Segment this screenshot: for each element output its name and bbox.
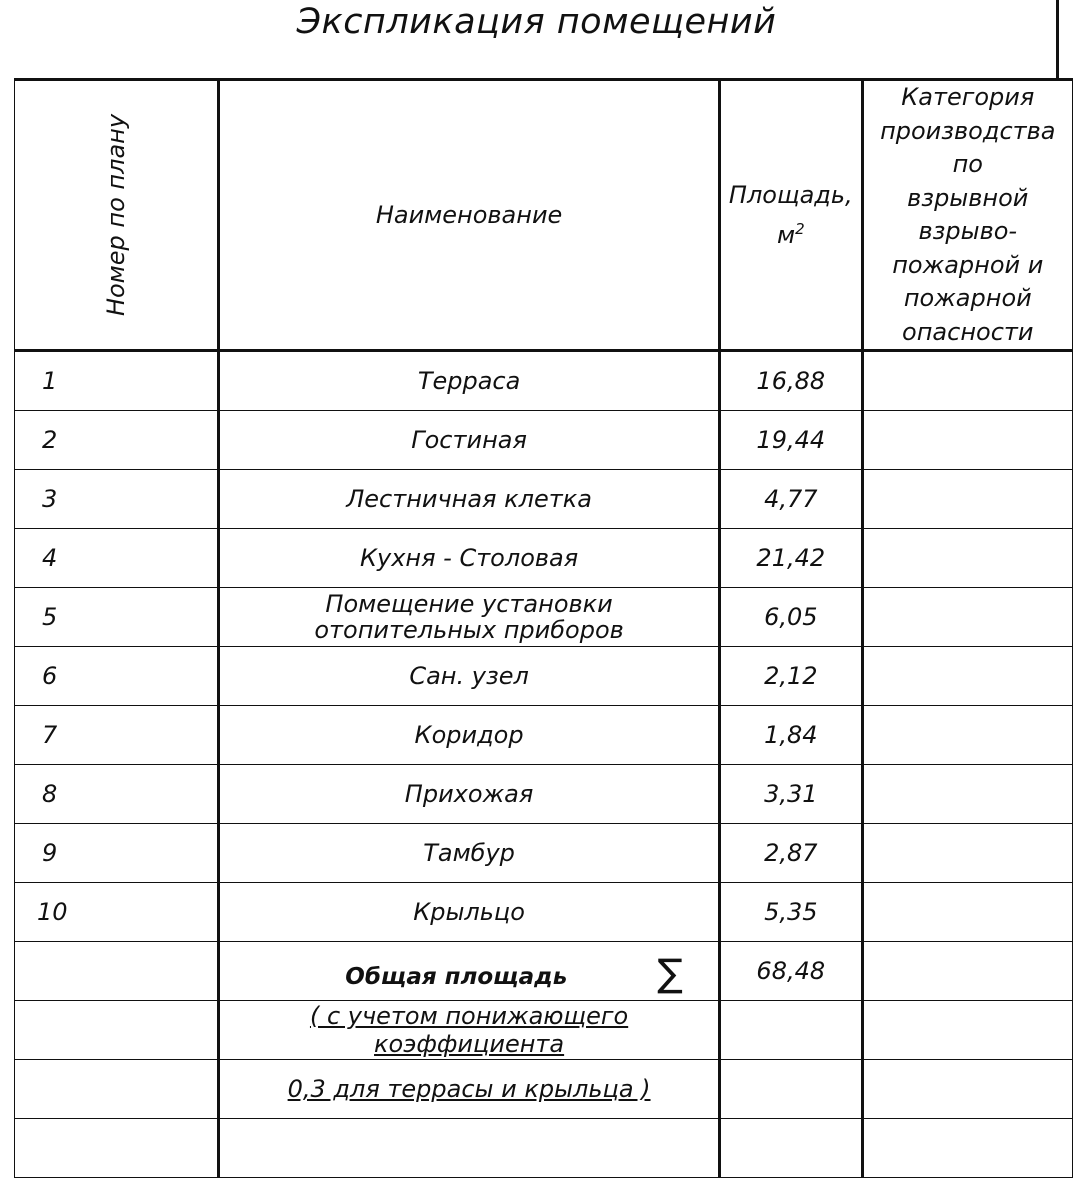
header-category-line: взрывной xyxy=(907,183,1029,212)
table-row xyxy=(15,411,1073,470)
row-category xyxy=(862,706,1072,765)
note-area xyxy=(720,1001,863,1060)
header-number xyxy=(15,80,219,351)
row-name: Терраса xyxy=(219,351,720,411)
header-category-line: пожарной xyxy=(903,284,1032,312)
table-row xyxy=(15,824,1073,883)
row-area: 4,77 xyxy=(720,470,863,529)
row-category xyxy=(862,411,1072,470)
table-row xyxy=(15,588,1073,647)
note-cell xyxy=(219,1001,720,1060)
row-number: 4 xyxy=(15,529,219,588)
total-row xyxy=(15,942,1073,1001)
row-name: Прихожая xyxy=(219,765,720,824)
row-category xyxy=(862,765,1072,824)
row-category xyxy=(862,883,1072,942)
table-row xyxy=(15,647,1073,706)
total-label-cell xyxy=(219,942,720,1001)
total-category xyxy=(862,942,1072,1001)
row-number: 7 xyxy=(15,706,219,765)
header-area-unit-sup: 2 xyxy=(795,220,805,238)
note-area xyxy=(720,1060,863,1119)
header-name-label: Наименование xyxy=(375,201,563,229)
row-area: 1,84 xyxy=(720,706,863,765)
row-name: Гостиная xyxy=(219,411,720,470)
row-area: 5,35 xyxy=(720,883,863,942)
table-row xyxy=(15,706,1073,765)
row-category xyxy=(862,470,1072,529)
row-category xyxy=(862,647,1072,706)
empty-category xyxy=(862,1119,1072,1178)
total-value: 68,48 xyxy=(720,942,863,1001)
page-title: Экспликация помещений xyxy=(296,2,777,42)
header-number-label: Номер по плану xyxy=(102,113,131,317)
header-category-line: пожарной и xyxy=(892,250,1044,279)
note-category xyxy=(862,1001,1072,1060)
empty-name xyxy=(219,1119,720,1178)
row-number: 1 xyxy=(15,351,219,411)
note-number xyxy=(15,1001,219,1060)
row-number: 2 xyxy=(15,411,219,470)
total-number xyxy=(15,942,219,1001)
row-category xyxy=(862,529,1072,588)
row-number: 6 xyxy=(15,647,219,706)
row-area: 3,31 xyxy=(720,765,863,824)
row-number: 9 xyxy=(15,824,219,883)
row-number: 3 xyxy=(15,470,219,529)
note-text: 0,3 для террасы и крыльца ) xyxy=(287,1075,651,1103)
table-row xyxy=(15,529,1073,588)
table-header-row xyxy=(15,80,1073,351)
note-row xyxy=(15,1001,1073,1060)
row-name: Кухня - Столовая xyxy=(219,529,720,588)
header-category-label xyxy=(864,81,1072,349)
header-name xyxy=(219,80,720,351)
note-number xyxy=(15,1060,219,1119)
table-row xyxy=(15,470,1073,529)
note-row xyxy=(15,1060,1073,1119)
row-area: 19,44 xyxy=(720,411,863,470)
row-area: 21,42 xyxy=(720,529,863,588)
row-number: 10 xyxy=(15,883,219,942)
frame-border xyxy=(1056,0,1059,78)
header-category-line: Категория xyxy=(901,83,1035,111)
row-area: 2,87 xyxy=(720,824,863,883)
note-text: ( с учетом понижающего коэффициента xyxy=(309,1002,629,1058)
header-area-label: Площадь, xyxy=(728,181,853,209)
row-category xyxy=(862,351,1072,411)
explication-table xyxy=(14,78,1073,1178)
table-row xyxy=(15,883,1073,942)
note-category xyxy=(862,1060,1072,1119)
header-category xyxy=(862,80,1072,351)
row-area: 2,12 xyxy=(720,647,863,706)
empty-number xyxy=(15,1119,219,1178)
row-area: 6,05 xyxy=(720,588,863,647)
header-category-line: опасности xyxy=(902,317,1034,346)
row-number: 5 xyxy=(15,588,219,647)
row-name: Крыльцо xyxy=(219,883,720,942)
note-cell xyxy=(219,1060,720,1119)
row-area: 16,88 xyxy=(720,351,863,411)
sigma-icon: ∑ xyxy=(657,951,683,995)
row-name: Лестничная клетка xyxy=(219,470,720,529)
header-category-line: производства по xyxy=(880,116,1056,178)
total-label: Общая площадь xyxy=(345,964,568,990)
row-name: Тамбур xyxy=(219,824,720,883)
row-name: Помещение установки отопительных приборов xyxy=(219,588,720,647)
header-area-unit: м xyxy=(776,221,796,249)
row-number: 8 xyxy=(15,765,219,824)
table-row xyxy=(15,765,1073,824)
header-category-line: взрыво- xyxy=(918,217,1018,245)
row-name: Коридор xyxy=(219,706,720,765)
row-name: Сан. узел xyxy=(219,647,720,706)
empty-area xyxy=(720,1119,863,1178)
table-row xyxy=(15,351,1073,411)
row-category xyxy=(862,824,1072,883)
row-category xyxy=(862,588,1072,647)
header-area xyxy=(720,80,863,351)
empty-row xyxy=(15,1119,1073,1178)
